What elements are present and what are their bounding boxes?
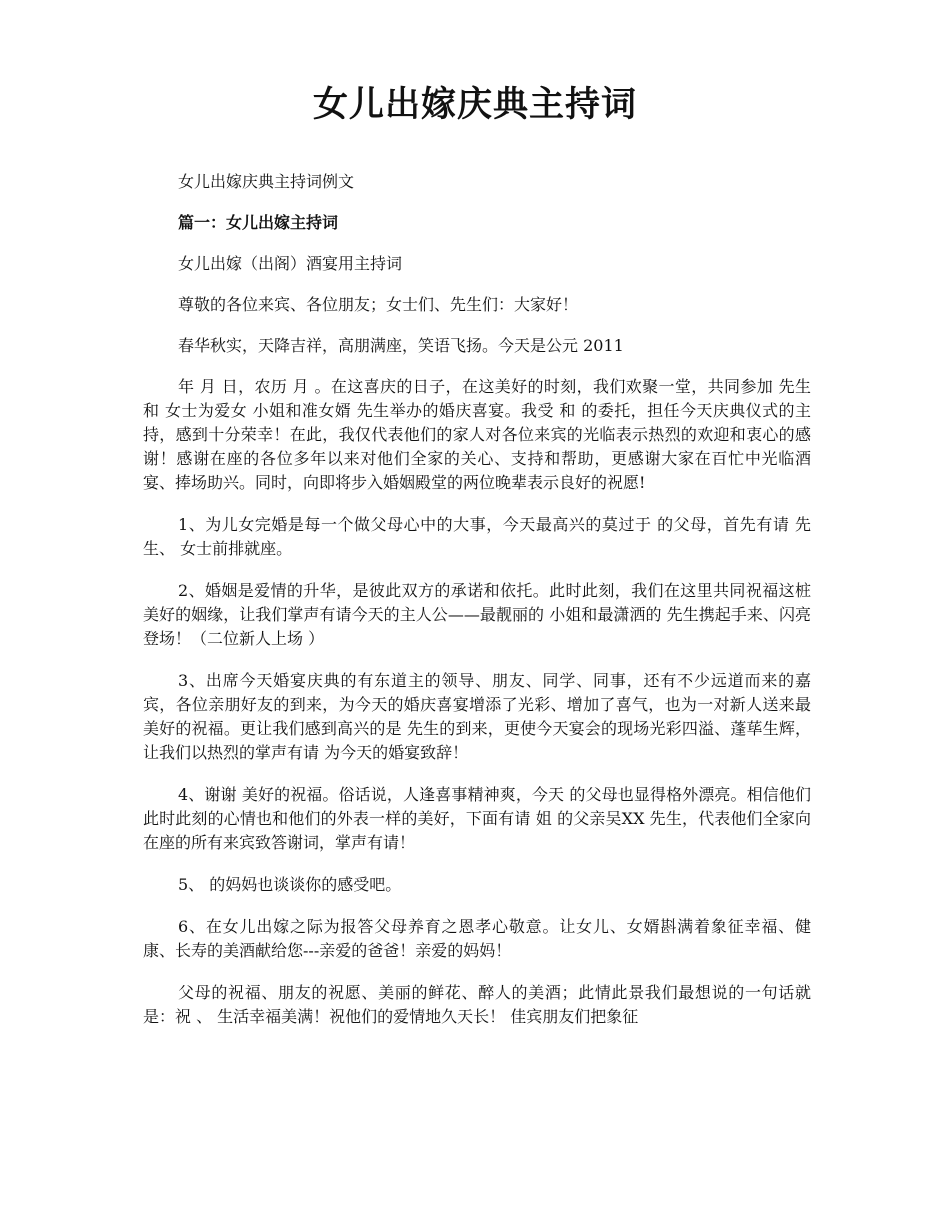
paragraph-closing: 父母的祝福、朋友的祝愿、美丽的鲜花、醉人的美酒；此情此景我们最想说的一句话就是：祝 、 生活幸福美满！祝他们的爱情地久天长！ 佳宾朋友们把象征 xyxy=(143,983,811,1026)
paragraph-greeting: 尊敬的各位来宾、各位朋友；女士们、先生们：大家好！ xyxy=(178,295,579,314)
section-heading: 篇一：女儿出嫁主持词 xyxy=(178,213,339,232)
paragraph-item-6: 6、在女儿出嫁之际为报答父母养育之恩孝心敬意。让女儿、女婿斟满着象征幸福、健康、长寿的美酒献给您---亲爱的爸爸！亲爱的妈妈！ xyxy=(143,917,811,960)
paragraph-intro: 女儿出嫁庆典主持词例文 xyxy=(178,172,355,191)
document-title: 女儿出嫁庆典主持词 xyxy=(312,85,637,125)
paragraph-item-2: 2、婚姻是爱情的升华，是彼此双方的承诺和依托。此时此刻，我们在这里共同祝福这桩美好的姻缘，让我们掌声有请今天的主人公——最靓丽的 小姐和最潇洒的 先生携起手来、闪亮登场！（二位新人上场 ） xyxy=(143,581,811,648)
paragraph-item-5: 5、 的妈妈也谈谈你的感受吧。 xyxy=(178,875,402,894)
paragraph-opening: 春华秋实，天降吉祥，高朋满座，笑语飞扬。今天是公元 2011 xyxy=(178,336,624,355)
paragraph-subtitle: 女儿出嫁（出阁）酒宴用主持词 xyxy=(178,254,403,273)
paragraph-welcome: 年 月 日，农历 月 。在这喜庆的日子，在这美好的时刻，我们欢聚一堂，共同参加 先生和 女士为爱女 小姐和准女婿 先生举办的婚庆喜宴。我受 和 的委托，担任今天庆典仪式的主持，感到十分荣幸！在此，我仅代表他们的家人对各位来宾的光临表示热烈的欢迎和衷心的感谢！感谢在座的各位多年以来对他们全家的关心、支持和帮助，更感谢大家在百忙中光临酒宴、捧场助兴。同时，向即将步入婚姻殿堂的两位晚辈表示良好的祝愿! xyxy=(143,377,811,492)
paragraph-item-3: 3、出席今天婚宴庆典的有东道主的领导、朋友、同学、同事，还有不少远道而来的嘉宾，各位亲朋好友的到来，为今天的婚庆喜宴增添了光彩、增加了喜气，也为一对新人送来最美好的祝福。更让我们感到高兴的是 先生的到来，更使今天宴会的现场光彩四溢、蓬荜生辉，让我们以热烈的掌声有请 为今天的婚宴致辞！ xyxy=(143,671,811,762)
paragraph-item-1: 1、为儿女完婚是每一个做父母心中的大事，今天最高兴的莫过于 的父母，首先有请 先生、 女士前排就座。 xyxy=(143,515,811,558)
document-body xyxy=(143,170,811,1047)
paragraph-item-4: 4、谢谢 美好的祝福。俗话说，人逢喜事精神爽，今天 的父母也显得格外漂亮。相信他们此时此刻的心情也和他们的外表一样的美好，下面有请 姐 的父亲吴XX 先生，代表他们全家向在座的所有来宾致答谢词，掌声有请！ xyxy=(143,785,811,852)
